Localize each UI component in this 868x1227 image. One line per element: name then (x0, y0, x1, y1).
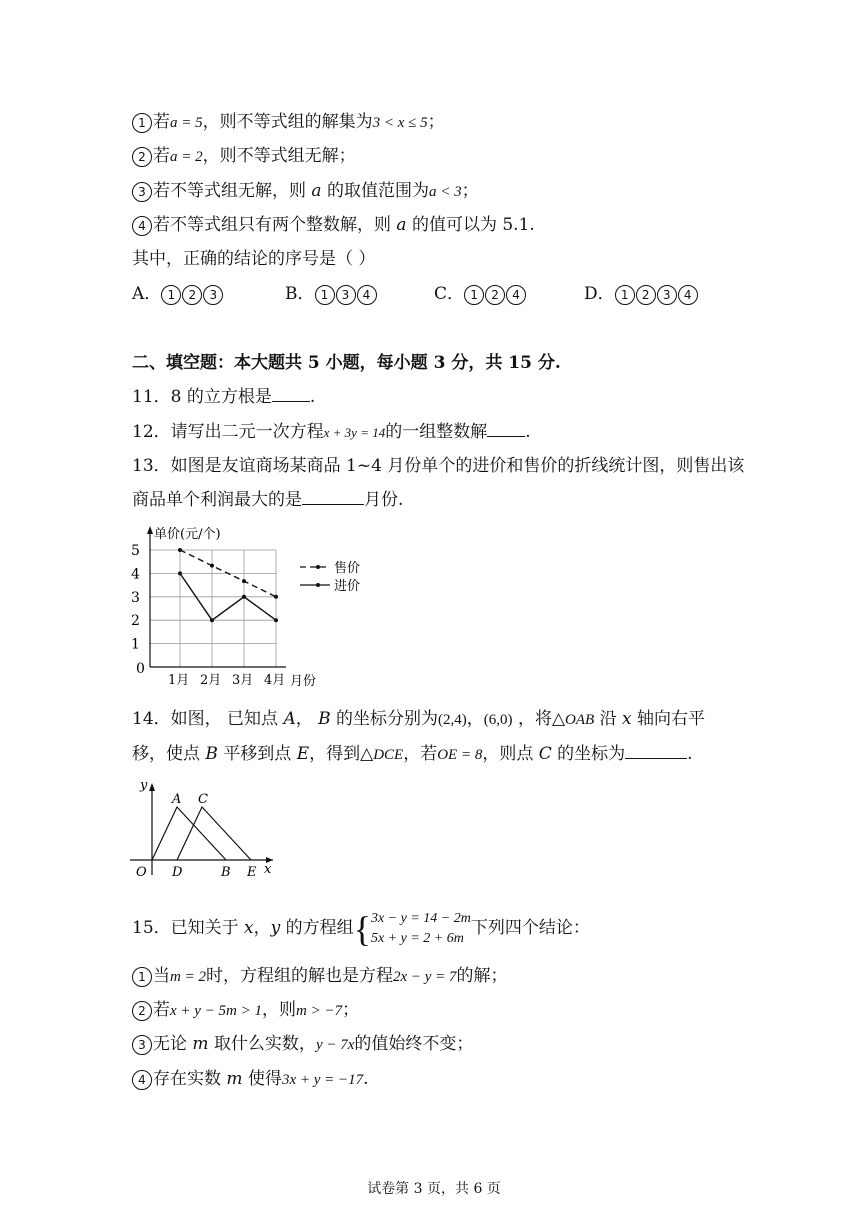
answer-blank[interactable] (302, 490, 364, 505)
circled-number: 2 (132, 147, 152, 167)
circled-number: 3 (336, 285, 356, 305)
circled-number: 1 (315, 285, 335, 305)
circled-number: 4 (357, 285, 377, 305)
data-point (274, 618, 278, 622)
label-c: C (198, 792, 208, 807)
question-14-line2: 移，使点 B 平移到点 E，得到△DCE，若OE = 8，则点 C 的坐标为 . (132, 744, 693, 764)
data-point (210, 564, 214, 568)
circled-number: 4 (132, 216, 152, 236)
circled-number: 3 (203, 285, 223, 305)
equation-system: { 3x − y = 14 − 2m 5x + y = 2 + 6m (353, 908, 471, 949)
circled-number: 3 (132, 182, 152, 202)
label-x: x (264, 862, 272, 877)
q15-statement-4: 4 存在实数 m 使得3x + y = −17. (132, 1068, 369, 1091)
circled-number: 2 (182, 285, 202, 305)
circled-number: 1 (161, 285, 181, 305)
x-tick-label: 4月 (264, 673, 286, 688)
question-13-line2: 商品单个利润最大的是 月份. (132, 490, 404, 510)
y-tick-label: 5 (131, 543, 140, 559)
circled-number: 4 (678, 285, 698, 305)
answer-blank[interactable] (487, 422, 525, 437)
y-axis-arrow (147, 526, 153, 534)
label-b: B (221, 865, 231, 880)
label-y: y (140, 778, 148, 793)
x-axis-label: 月份 (290, 674, 317, 689)
answer-blank[interactable] (625, 744, 687, 759)
y-tick-label: 1 (131, 636, 140, 653)
label-e: E (247, 865, 257, 880)
question-prompt: 其中，正确的结论的序号是（ ） (132, 249, 376, 269)
legend-marker (316, 565, 320, 569)
circled-number: 4 (506, 285, 526, 305)
option-a: A． 1 2 3 (132, 283, 224, 305)
statement-3: 3 若不等式组无解，则 a 的取值范围为a < 3； (132, 180, 479, 203)
data-point (242, 579, 246, 583)
label-a: A (172, 792, 182, 807)
circled-number: 2 (485, 285, 505, 305)
q15-statement-3: 3 无论 m 取什么实数，y − 7x的值始终不变； (132, 1033, 473, 1056)
data-point (210, 618, 214, 622)
origin-label: 0 (136, 661, 145, 677)
option-b: B． 1 3 4 (285, 283, 378, 305)
line-chart (128, 520, 428, 690)
x-tick-label: 2月 (200, 673, 222, 688)
x-tick-label: 1月 (168, 673, 190, 688)
circled-number: 4 (132, 1070, 152, 1090)
legend-label: 进价 (334, 579, 361, 594)
question-15-intro: 15．已知关于 x，y 的方程组{ 3x − y = 14 − 2m 5x + y = 2 + 6m 下列四个结论： (132, 908, 590, 949)
data-point (274, 595, 278, 599)
statement-2: 2 若a = 2，则不等式组无解； (132, 145, 356, 168)
statement-4: 4 若不等式组只有两个整数解，则 a 的值可以为 5.1. (132, 214, 535, 236)
chart-marks (178, 548, 278, 622)
y-tick-label: 4 (131, 566, 140, 583)
circled-number: 2 (636, 285, 656, 305)
translation-figure (128, 775, 288, 885)
circled-number: 3 (657, 285, 677, 305)
y-axis-label: 单价(元/个) (154, 527, 221, 542)
legend-label: 售价 (334, 561, 361, 576)
y-axis-arrow (149, 783, 155, 791)
page-footer: 试卷第 3 页，共 6 页 (367, 1181, 501, 1197)
question-14-line1: 14．如图， 已知点 A， B 的坐标分别为(2,4)，(6,0) ，将△OAB 沿 x 轴向右平 (132, 709, 706, 729)
chart-grid (150, 550, 276, 667)
option-c: C． 1 2 4 (434, 283, 527, 305)
triangle-dce (177, 807, 251, 860)
circled-number: 3 (132, 1035, 152, 1055)
legend-marker (316, 583, 320, 587)
section-title: 二、填空题：本大题共 5 小题，每小题 3 分，共 15 分. (132, 353, 561, 373)
label-o: O (136, 865, 147, 880)
data-point (178, 571, 182, 575)
circled-number: 1 (132, 967, 152, 987)
question-11: 11．8 的立方根是 . (132, 387, 316, 407)
q15-statement-2: 2 若x + y − 5m > 1，则m > −7； (132, 999, 359, 1022)
statement-1: 1 若a = 5，则不等式组的解集为3 < x ≤ 5； (132, 111, 445, 134)
chart-labels (131, 527, 316, 689)
label-d: D (172, 865, 183, 880)
answer-blank[interactable] (272, 387, 310, 402)
data-point (178, 548, 182, 552)
y-tick-label: 2 (131, 613, 140, 630)
chart-legend (300, 560, 360, 594)
x-tick-label: 3月 (232, 673, 254, 688)
circled-number: 1 (464, 285, 484, 305)
circled-number: 1 (132, 113, 152, 133)
q15-statement-1: 1 当m = 2时，方程组的解也是方程2x − y = 7的解； (132, 965, 508, 988)
option-d: D． 1 2 3 4 (584, 283, 699, 305)
question-12: 12．请写出二元一次方程x + 3y = 14的一组整数解 . (132, 422, 531, 442)
circled-number: 2 (132, 1001, 152, 1021)
question-13-line1: 13．如图是友谊商场某商品 1~4 月份单个的进价和售价的折线统计图，则售出该 (132, 456, 745, 476)
circled-number: 1 (615, 285, 635, 305)
y-tick-label: 3 (131, 589, 140, 606)
data-point (242, 595, 246, 599)
